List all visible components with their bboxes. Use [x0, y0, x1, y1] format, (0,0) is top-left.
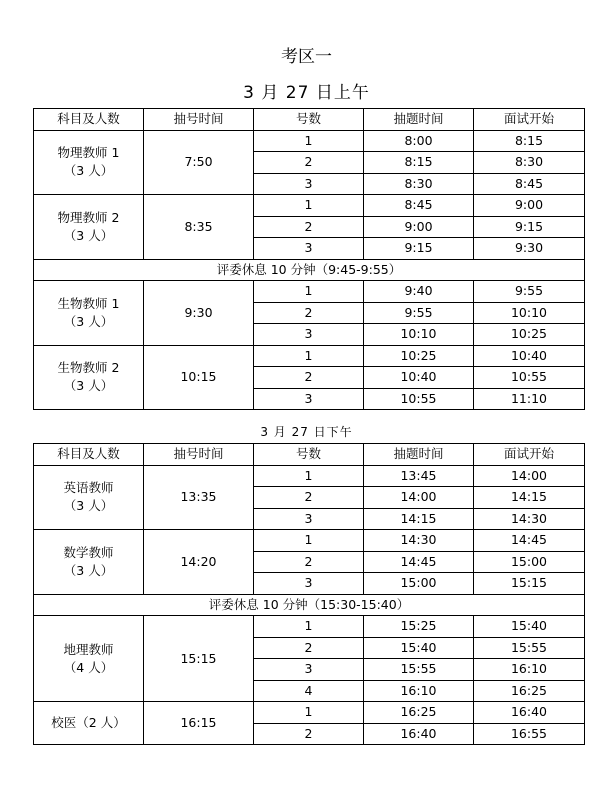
question-time-cell: 10:40: [364, 367, 474, 389]
subject-cell: [34, 702, 144, 745]
subject-name: 地理教师: [63, 641, 114, 657]
interview-start-cell: 15:40: [474, 616, 585, 638]
draw-time-cell: 7:50: [144, 130, 254, 195]
number-cell: 3: [254, 324, 364, 346]
subject-name: 数学教师: [63, 544, 114, 560]
interview-start-cell: 16:10: [474, 659, 585, 681]
break-note: 评委休息 10 分钟（15:30-15:40）: [34, 594, 585, 616]
interview-start-cell: 9:15: [474, 216, 585, 238]
interview-start-cell: 10:40: [474, 345, 585, 367]
number-cell: 2: [254, 723, 364, 745]
question-time-cell: 10:25: [364, 345, 474, 367]
subject-count: （3 人）: [63, 562, 114, 578]
number-cell: 3: [254, 238, 364, 260]
subject-count: （3 人）: [63, 313, 114, 329]
question-time-cell: 8:00: [364, 130, 474, 152]
interview-start-cell: 10:10: [474, 302, 585, 324]
number-cell: 3: [254, 388, 364, 410]
subject-name: 生物教师 1: [57, 295, 120, 311]
table-row: [34, 702, 585, 724]
number-cell: 3: [254, 173, 364, 195]
interview-start-cell: 9:00: [474, 195, 585, 217]
question-time-cell: 15:40: [364, 637, 474, 659]
number-cell: 3: [254, 573, 364, 595]
number-cell: 1: [254, 702, 364, 724]
column-header: 号数: [254, 109, 364, 131]
subject-cell: [34, 130, 144, 195]
question-time-cell: 9:00: [364, 216, 474, 238]
draw-time-cell: 8:35: [144, 195, 254, 260]
number-cell: 3: [254, 659, 364, 681]
subject-name: 校医（2 人）: [51, 715, 126, 730]
column-header: 抽号时间: [144, 444, 254, 466]
number-cell: 2: [254, 637, 364, 659]
afternoon-session-title: 3 月 27 日下午: [260, 425, 353, 439]
interview-start-cell: 15:55: [474, 637, 585, 659]
question-time-cell: 15:55: [364, 659, 474, 681]
interview-start-cell: 14:00: [474, 465, 585, 487]
subject-count: （3 人）: [63, 378, 114, 394]
number-cell: 2: [254, 551, 364, 573]
column-header: 科目及人数: [34, 109, 144, 131]
interview-start-cell: 16:40: [474, 702, 585, 724]
table-row: [34, 281, 585, 303]
table-row: [34, 345, 585, 367]
question-time-cell: 14:15: [364, 508, 474, 530]
question-time-cell: 8:30: [364, 173, 474, 195]
number-cell: 2: [254, 367, 364, 389]
number-cell: 4: [254, 680, 364, 702]
subject-count: （3 人）: [63, 498, 114, 514]
header-row: [34, 109, 585, 131]
question-time-cell: 16:40: [364, 723, 474, 745]
interview-start-cell: 14:45: [474, 530, 585, 552]
number-cell: 1: [254, 530, 364, 552]
draw-time-cell: 13:35: [144, 465, 254, 530]
number-cell: 1: [254, 130, 364, 152]
interview-start-cell: 15:15: [474, 573, 585, 595]
column-header: 抽号时间: [144, 109, 254, 131]
break-row: [34, 594, 585, 616]
draw-time-cell: 15:15: [144, 616, 254, 702]
question-time-cell: 9:40: [364, 281, 474, 303]
column-header: 面试开始: [474, 109, 585, 131]
question-time-cell: 10:55: [364, 388, 474, 410]
subject-cell: [34, 195, 144, 260]
column-header: 面试开始: [474, 444, 585, 466]
interview-start-cell: 16:25: [474, 680, 585, 702]
draw-time-cell: 14:20: [144, 530, 254, 595]
subject-name: 物理教师 1: [57, 145, 120, 161]
morning-schedule-table: [33, 108, 585, 410]
page-title: 考区一: [281, 47, 332, 67]
table-row: [34, 465, 585, 487]
column-header: 抽题时间: [364, 109, 474, 131]
interview-start-cell: 14:30: [474, 508, 585, 530]
question-time-cell: 15:00: [364, 573, 474, 595]
interview-start-cell: 10:55: [474, 367, 585, 389]
draw-time-cell: 16:15: [144, 702, 254, 745]
interview-start-cell: 9:30: [474, 238, 585, 260]
table-row: [34, 616, 585, 638]
question-time-cell: 14:00: [364, 487, 474, 509]
subject-count: （3 人）: [63, 227, 114, 243]
interview-start-cell: 8:30: [474, 152, 585, 174]
subject-name: 英语教师: [63, 480, 114, 496]
number-cell: 2: [254, 216, 364, 238]
morning-session-title: 3 月 27 日上午: [243, 83, 370, 103]
subject-cell: [34, 616, 144, 702]
interview-start-cell: 8:15: [474, 130, 585, 152]
subject-name: 物理教师 2: [57, 209, 120, 225]
number-cell: 1: [254, 281, 364, 303]
number-cell: 2: [254, 302, 364, 324]
subject-cell: [34, 345, 144, 410]
interview-start-cell: 15:00: [474, 551, 585, 573]
question-time-cell: 16:25: [364, 702, 474, 724]
question-time-cell: 15:25: [364, 616, 474, 638]
break-row: [34, 259, 585, 281]
interview-start-cell: 8:45: [474, 173, 585, 195]
column-header: 科目及人数: [34, 444, 144, 466]
subject-count: （4 人）: [63, 659, 114, 675]
question-time-cell: 14:45: [364, 551, 474, 573]
draw-time-cell: 10:15: [144, 345, 254, 410]
question-time-cell: 9:55: [364, 302, 474, 324]
question-time-cell: 8:45: [364, 195, 474, 217]
question-time-cell: 8:15: [364, 152, 474, 174]
number-cell: 1: [254, 345, 364, 367]
interview-start-cell: 16:55: [474, 723, 585, 745]
subject-cell: [34, 281, 144, 346]
question-time-cell: 16:10: [364, 680, 474, 702]
interview-start-cell: 9:55: [474, 281, 585, 303]
subject-name: 生物教师 2: [57, 360, 120, 376]
column-header: 号数: [254, 444, 364, 466]
number-cell: 2: [254, 487, 364, 509]
number-cell: 1: [254, 465, 364, 487]
subject-count: （3 人）: [63, 163, 114, 179]
interview-start-cell: 11:10: [474, 388, 585, 410]
interview-start-cell: 10:25: [474, 324, 585, 346]
subject-cell: [34, 465, 144, 530]
draw-time-cell: 9:30: [144, 281, 254, 346]
number-cell: 3: [254, 508, 364, 530]
number-cell: 2: [254, 152, 364, 174]
number-cell: 1: [254, 616, 364, 638]
question-time-cell: 13:45: [364, 465, 474, 487]
subject-cell: [34, 530, 144, 595]
table-row: [34, 195, 585, 217]
question-time-cell: 14:30: [364, 530, 474, 552]
column-header: 抽题时间: [364, 444, 474, 466]
question-time-cell: 10:10: [364, 324, 474, 346]
table-row: [34, 530, 585, 552]
table-row: [34, 130, 585, 152]
interview-start-cell: 14:15: [474, 487, 585, 509]
number-cell: 1: [254, 195, 364, 217]
afternoon-schedule-table: [33, 443, 585, 745]
question-time-cell: 9:15: [364, 238, 474, 260]
header-row: [34, 444, 585, 466]
break-note: 评委休息 10 分钟（9:45-9:55）: [34, 259, 585, 281]
